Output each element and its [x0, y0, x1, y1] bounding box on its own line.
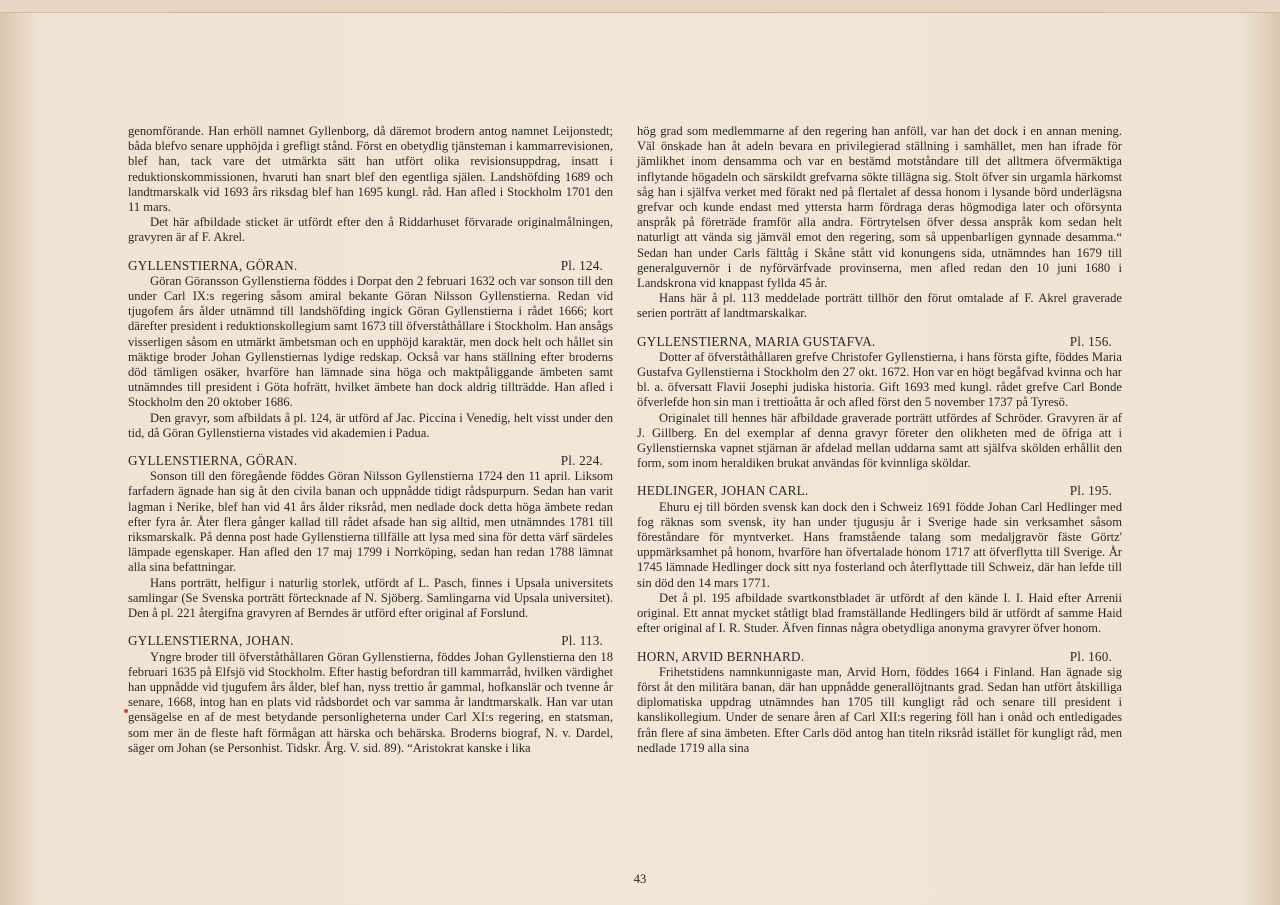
entry-name: GYLLENSTIERNA, GÖRAN. — [128, 453, 298, 469]
entry-heading — [637, 649, 1122, 664]
entry-paragraph: Hans porträtt, helfigur i naturlig storlek, utfördt af L. Pasch, finnes i Upsala universitets samlingar (Se Svenska porträtt förtecknade af N. Sjöberg. Samlingarna vid Upsala universitet). Den å pl. 221 återgifna gravyren af Berndes är utförd efter original af Forslund. — [128, 575, 613, 621]
entry-name: HEDLINGER, JOHAN CARL. — [637, 483, 809, 499]
entry-paragraph: Den gravyr, som afbildats å pl. 124, är utförd af Jac. Piccina i Venedig, helt visst under den tid, då Göran Gyllenstierna vistades vid akademien i Padua. — [128, 410, 613, 440]
entry-name: HORN, ARVID BERNHARD. — [637, 648, 805, 664]
entry-paragraph: Sonson till den föregående föddes Göran Nilsson Gyllenstierna 1724 den 11 april. Liksom farfadern ägnade han sig åt den civila banan och uppnådde tidigt rådspurpurn. Sedan han varit lagman i Nerike, blef han vid 41 års ålder riksråd, men nedlade dock detta höga ämbete redan efter fyra år. Åter flera gånger kallad till rådet afsade han sig alltid, men utnämndes 1781 till riksmarskalk. På denna post hade Gyllenstierna tillfälle att lysa med sina för detta värf särdeles lämpade egenskaper. Han afled den 17 maj 1799 i Norrköping, sedan han redan 1788 lämnat alla sina befattningar. — [128, 469, 613, 575]
entry-heading — [128, 258, 613, 273]
entry-paragraph: Yngre broder till öfverståthållaren Göran Gyllenstierna, föddes Johan Gyllenstierna den 18 februari 1635 på Elfsjö vid Stockholm. Efter hastig befordran till kammarråd, hvilken värdighet han uppnådde vid tjugufem års ålder, blef han, nyss trettio år gammal, hofkanslär och tvenne år senare, 1668, intog han en plats vid rådsbordet och var samma år landtmarskalk. Han var utan gensägelse en af de mest betydande personligheterna under Carl XI:s regering, en statsman, som mer än de fleste haft förmågan att härska och behärska. Broderns biograf, N. v. Dardel, säger om Johan (se Personhist. Tidskr. Årg. V. sid. 89). “Aristokrat kanske i lika — [128, 649, 613, 755]
entry-paragraph: Göran Göransson Gyllenstierna föddes i Dorpat den 2 februari 1632 och var sonson till den under Carl IX:s regering såsom amiral bekante Göran Nilsson Gyllenstierna. Redan vid tjugofem års ålder utnämnd till landshöfding ingick Göran Gyllenstierna i rådet 1666; kort därefter president i reduktionskollegium samt 1673 till öfverståthållare i Stockholm. Han ansågs visserligen såsom en utmärkt ämbetsman och en upphöjd karaktär, men dock helt och hållet sin mäktige broder Johan Gyllenstiernas lydige redskap. Också var hans ställning efter broderns död tämligen osäker, hvarföre han lämnade sina höga och maktpåliggande ämbeten samt utnämndes till president i Göta hofrätt, hvilket ämbete han dock aldrig tillträdde. Han afled i Stockholm den 20 oktober 1686. — [128, 273, 613, 410]
plate-reference: Pl. 160. — [1069, 648, 1112, 664]
entry-paragraph: Dotter af öfverståthållaren grefve Christofer Gyllenstierna, i hans första gifte, föddes Maria Gustafva Gyllenstierna i Stockholm den 27 okt. 1672. Hon var en högt begåfvad kvinna och har bl. a. öfversatt Flavii Josephi judiska historia. Gift 1693 med kungl. rådet grefve Carl Bonde öfverlefde hon sin man i trettioåtta år och afled först den 5 november 1737 på Tyresö. — [637, 349, 1122, 410]
right-intro-paragraph-1: hög grad som medlemmarne af den regering han anföll, var han det dock i en annan mening. Väl önskade han åt adeln bevara en privilegierad ställning i samhället, men han ifrade för jämlikhet inom densamma och var en bestämd motståndare till det alltmera öfvermäktiga inflytande högadeln och särskildt grefvarna sökte tillägna sig. Stolt öfver sin urgamla härkomst såg han i själfva verket med förakt ned på flertalet af dessa honom i lysande börd underlägsna grefvar och kunde endast med yttersta harm fördraga deras högmodiga later och oförsynta anspråk på företräde framför alla andra. Förtrytelsen öfver dessa anspråk kom sedan helt naturligt att vända sig jämväl emot den regering, som så uppenbarligen gynnade desamma.“ Sedan han under Carls fälttåg i Skåne stått vid konungens sida, utnämndes han 1679 till generalguvernör i de nyförvärfvade provinserna, men afled redan den 10 juni 1680 i Landskrona vid knappast fyllda 45 år. — [637, 124, 1122, 291]
plate-reference: Pl. 124. — [560, 257, 603, 273]
entry-heading — [128, 453, 613, 468]
plate-reference: Pl. 113. — [561, 633, 603, 649]
entry-heading — [128, 633, 613, 648]
left-intro-paragraph-1: genomförande. Han erhöll namnet Gyllenborg, då däremot brodern antog namnet Leijonstedt; båda blefvo senare upphöjda i grefligt stånd. Först en obetydlig tjänsteman i kammarrevisionen, blef han, tack vare det utmärkta sätt han utfört olika revisionsuppdrag, insatt i reduktionskommissionen, hvaruti han snart blef den egentliga själen. Landshöfding 1689 och landtmarskalk vid 1693 års riksdag blef han 1695 kungl. råd. Han afled i Stockholm 1701 den 11 mars. — [128, 124, 613, 215]
right-intro-paragraph-2: Hans här å pl. 113 meddelade porträtt tillhör den förut omtalade af F. Akrel graverade serien porträtt af landtmarskalkar. — [637, 291, 1122, 321]
entry-paragraph: Frihetstidens namnkunnigaste man, Arvid Horn, föddes 1664 i Finland. Han ägnade sig först åt den militära banan, där han uppnådde generallöjtnants grad. Sedan han utfört åtskilliga diplomatiska uppdrag utnämndes han 1705 till kungligt råd och senare till president i kanslikollegium. Under de senare åren af Carl XII:s regering föll han i onåd och entledigades från flere af sina ämbeten. Efter Carls död antog han titeln riksråd istället för kungligt råd, men nedlade 1719 alla sina — [637, 664, 1122, 755]
entry-name: GYLLENSTIERNA, GÖRAN. — [128, 257, 298, 273]
plate-reference: Pl. 195. — [1069, 483, 1112, 499]
entry-name: GYLLENSTIERNA, JOHAN. — [128, 633, 294, 649]
page-top-edge — [0, 0, 1280, 13]
entry-name: GYLLENSTIERNA, MARIA GUSTAFVA. — [637, 333, 876, 349]
entry-paragraph: Det å pl. 195 afbildade svartkonstbladet är utfördt af den kände I. I. Haid efter Arrenii original. Ett annat mycket ståtligt blad framställande Hedlingers bild är utfördt af samme Haid efter original af I. R. Studer. Äfven finnas några obetydliga anonyma gravyrer öfver honom. — [637, 590, 1122, 636]
plate-reference: Pl. 156. — [1069, 333, 1112, 349]
red-ink-mark-icon — [124, 709, 128, 713]
left-intro-paragraph-2: Det här afbildade sticket är utfördt efter den å Riddarhuset förvarade originalmålningen, gravyren är af F. Akrel. — [128, 215, 613, 245]
entry-paragraph: Originalet till hennes här afbildade graverade porträtt utfördes af Schröder. Gravyren är af J. Gillberg. En del exemplar af denna gravyr företer den olikheten med de öfriga att i Gyllenstiernska vapnet stjärnan är afdelad mellan uddarna samt att själfva skölden erhållit den form, som inom heraldiken brukat användas för kvinnliga sköldar. — [637, 410, 1122, 471]
page-number: 43 — [633, 872, 647, 886]
entry-heading — [637, 483, 1122, 498]
plate-reference: Pl. 224. — [560, 453, 603, 469]
right-column — [637, 124, 1122, 756]
entry-paragraph: Ehuru ej till börden svensk kan dock den i Schweiz 1691 födde Johan Carl Hedlinger med fog räknas som svensk, ity han under tjugusju år i Sverige hade sin verksamhet såsom föreståndare för myntverket. Hans framstående talang som medaljgravör fäste Görtz' uppmärksamhet på honom, hvarföre han öfvertalade honom 1717 att öfverflytta till Sverige. År 1745 lämnade Hedlinger dock sitt nya fosterland och återflyttade till Schweiz, där han lefde till sin död den 14 mars 1771. — [637, 499, 1122, 590]
left-column — [128, 124, 613, 756]
entry-heading — [637, 334, 1122, 349]
